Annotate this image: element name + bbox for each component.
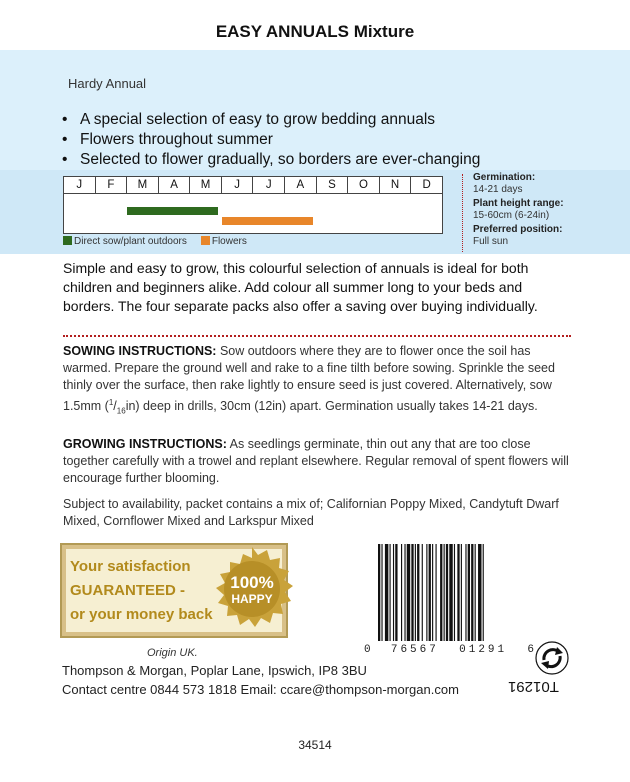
origin-text: Origin UK. [147, 647, 198, 659]
height-value: 15-60cm (6-24in) [473, 210, 550, 221]
sowing-calendar [63, 176, 443, 234]
barcode-digits: 0 76567 01291 6 [364, 644, 534, 656]
guarantee-line: GUARANTEED - [70, 582, 185, 599]
feature-list [60, 110, 480, 170]
month-label: J [253, 177, 285, 193]
position-label: Preferred position: [473, 224, 563, 235]
month-label: D [422, 179, 431, 191]
intro-text: Simple and easy to grow, this colourful selection of annuals is ideal for both children and beginners alike. Add colour all summer long to your beds and borders. The four separate packs also offer a saving over buying individually. [63, 260, 538, 314]
month-label: N [380, 177, 412, 193]
calendar-months [64, 177, 442, 194]
sow-period-bar [127, 207, 218, 215]
growing-info [473, 172, 623, 250]
growing-instructions: GROWING INSTRUCTIONS: As seedlings germinate, thin out any that are too close together carefully with a trowel and replant elsewhere. Regular removal of spent flowers will encourage further blooming. [63, 437, 569, 485]
height-label: Plant height range: [473, 198, 564, 209]
month-label: F [96, 177, 128, 193]
sowing-heading: SOWING INSTRUCTIONS: [63, 344, 217, 358]
position-value: Full sun [473, 236, 509, 247]
packet-contents: Subject to availability, packet contains a mix of; Californian Poppy Mixed, Candytuft Dwarf Mixed, Cornflower Mixed and Larkspur Mixed [63, 497, 559, 528]
barcode [376, 544, 528, 641]
dotted-divider-vertical [462, 174, 463, 252]
legend-sow: Direct sow/plant outdoors [63, 236, 187, 247]
month-label: O [348, 177, 380, 193]
month-label: S [317, 177, 349, 193]
flower-period-bar [222, 217, 313, 225]
month-label: J [64, 177, 96, 193]
feature-item: • A special selection of easy to grow bedding annuals [60, 110, 480, 130]
feature-item: • Selected to flower gradually, so borders are ever-changing [60, 150, 480, 170]
calendar-legend [63, 236, 247, 247]
month-label: A [285, 177, 317, 193]
germination-value: 14-21 days [473, 184, 523, 195]
happy-seal-icon [208, 545, 296, 633]
guarantee-line: Your satisfaction [70, 558, 191, 575]
svg-text:HAPPY: HAPPY [231, 592, 273, 606]
sow-swatch [63, 236, 72, 245]
flower-swatch [201, 236, 210, 245]
feature-item: • Flowers throughout summer [60, 130, 480, 150]
legend-flowers: Flowers [201, 236, 247, 247]
recycle-icon [535, 641, 569, 675]
plant-type: Hardy Annual [68, 76, 147, 91]
batch-number: 34514 [298, 738, 332, 752]
svg-text:100%: 100% [230, 573, 274, 592]
month-label: J [222, 177, 254, 193]
guarantee-line: or your money back [70, 606, 213, 623]
month-label: M [190, 177, 222, 193]
sowing-instructions: SOWING INSTRUCTIONS: Sow outdoors where they are to flower once the soil has warmed. Prepare the ground well and rake to a fine tilth before sowing. Sprinkle the seed thinly over the surface, then rake lightly to ensure seed is just covered. Alternatively, sow 1.5mm $(^1/_{16}in)$ deep in drills, 30cm (12in) apart. Germination usually takes 14-21 days. [63, 344, 555, 416]
germination-label: Germination: [473, 172, 536, 183]
product-code: T01291 [508, 678, 559, 695]
contact-details: Contact centre 0844 573 1818 Email: ccare@thompson-morgan.com [62, 682, 459, 697]
dotted-divider-horizontal [63, 335, 571, 337]
company-address: Thompson & Morgan, Poplar Lane, Ipswich, IP8 3BU [62, 663, 367, 678]
growing-heading: GROWING INSTRUCTIONS: [63, 437, 227, 451]
month-label: M [127, 177, 159, 193]
month-label: A [159, 177, 191, 193]
product-title: EASY ANNUALS Mixture [215, 22, 415, 41]
